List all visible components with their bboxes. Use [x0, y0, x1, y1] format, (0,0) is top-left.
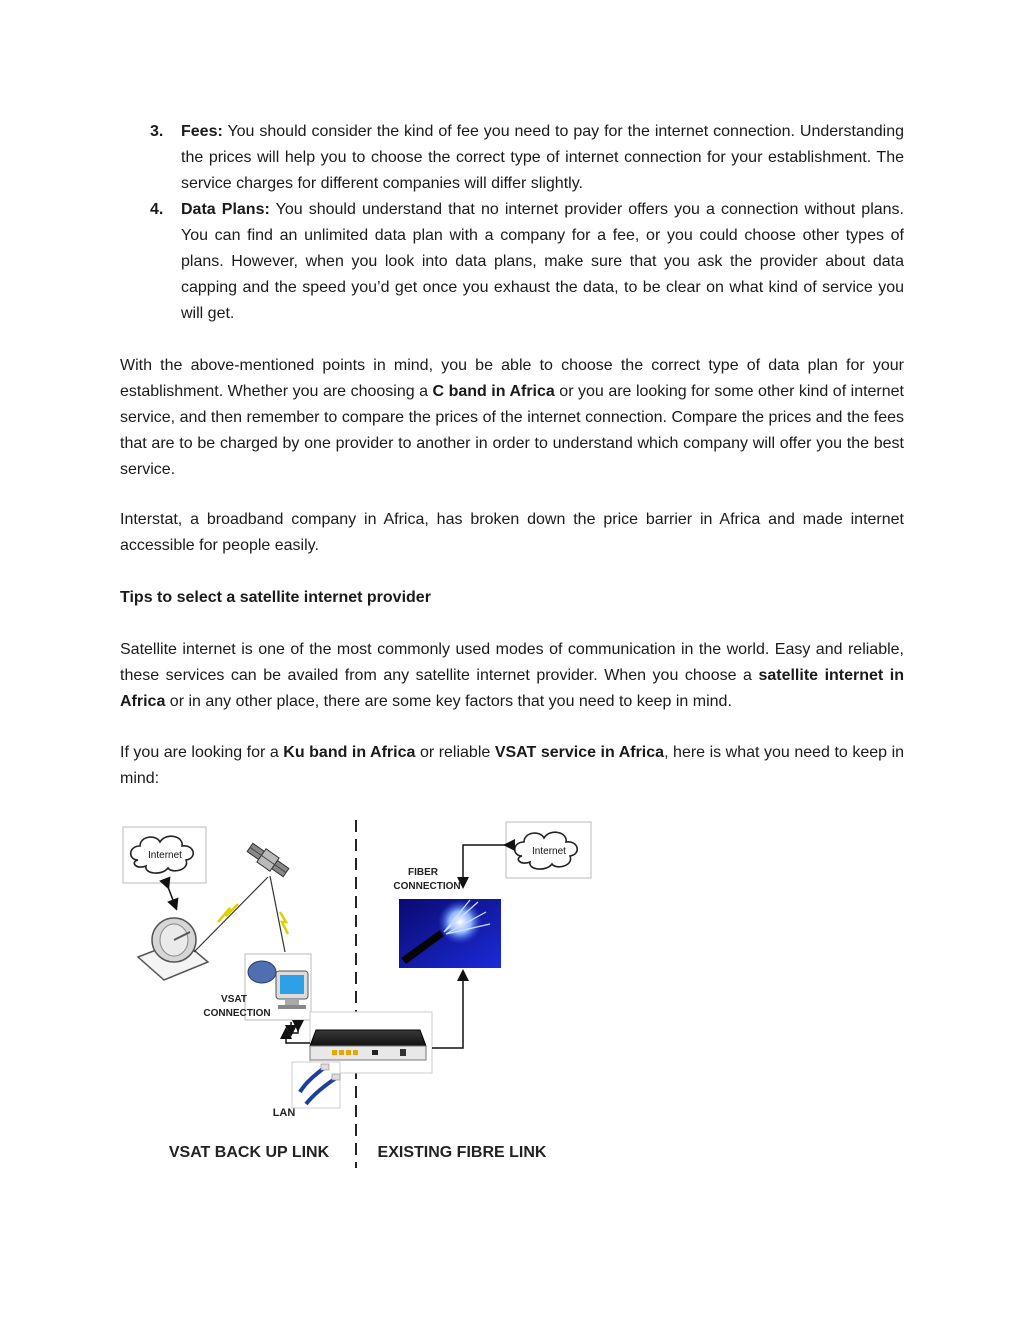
- paragraph-ku-band: [120, 740, 904, 792]
- keyword-satellite-internet: satellite internet in Africa: [120, 667, 904, 710]
- cloud-label-left: Internet: [148, 850, 182, 861]
- list-text: You should consider the kind of fee you need to pay for the internet connection. Understanding the prices will help you to choose the correct type of internet connection for your establishment. The service charges for different companies will differ slightly.: [181, 123, 904, 192]
- network-diagram: [110, 812, 610, 1177]
- cloud-label-right: Internet: [532, 846, 566, 857]
- text-span: With the above-mentioned points in mind, you be able to choose the correct type of data plan for your establishment. Whether you are choosing a: [120, 357, 904, 400]
- network-diagram-svg: [110, 812, 610, 1177]
- list-term: Data Plans:: [181, 201, 270, 218]
- vsat-backup-link-label: VSAT BACK UP LINK: [168, 1144, 330, 1161]
- existing-fibre-link-label: EXISTING FIBRE LINK: [377, 1144, 547, 1161]
- arrow-router-fiber: [432, 972, 463, 1048]
- list-text: You should understand that no internet provider offers you a connection without plans. You can find an unlimited data plan with a company for a fee, or you could choose other types of plans. However, when you look into data plans, make sure that you ask the provider about data capping and the speed you’d get once you exhaust the data, to be clear on what kind of service you will get.: [181, 201, 905, 322]
- text-span: , here is what you need to keep in mind:: [120, 744, 905, 787]
- list-item: [120, 197, 904, 327]
- paragraph-satellite: [120, 637, 904, 715]
- keyword-vsat-service: VSAT service in Africa: [494, 744, 665, 761]
- section-heading: Tips to select a satellite internet provider: [120, 589, 431, 606]
- list-term: Fees:: [181, 123, 223, 140]
- text-span: Satellite internet is one of the most commonly used modes of communication in the world. Easy and reliable, these services can be availed from any satellite internet provider. When you choose a: [120, 641, 904, 684]
- cloud-icon-right: [506, 822, 591, 878]
- text-span: or reliable: [415, 744, 495, 761]
- list-number: 3.: [150, 123, 164, 140]
- fiber-label-line1: FIBER: [408, 867, 438, 878]
- satellite-icon: [245, 841, 290, 879]
- list-item: [120, 119, 904, 197]
- fiber-label-line2: CONNECTION: [393, 881, 461, 892]
- arrow-cloud-fiber: [463, 845, 506, 886]
- text-span: or you are looking for some other kind of internet service, and then remember to compare the prices of the internet connection. Compare the prices and the fees that are to be charged by one provider to another in order to understand which company will offer you the best service.: [120, 383, 905, 478]
- fiber-optic-image: [399, 899, 501, 968]
- lan-cable-icon: [292, 1062, 340, 1108]
- paragraph-interstat: Interstat, a broadband company in Africa, has broken down the price barrier in Africa and made internet accessible for people easily.: [120, 511, 904, 554]
- link-dish-satellite: [194, 877, 268, 952]
- text-span: If you are looking for a: [120, 744, 284, 761]
- paragraph-data-plan: [120, 353, 904, 483]
- text-span: or in any other place, there are some key factors that you need to keep in mind.: [165, 693, 732, 710]
- vsat-label-line2: CONNECTION: [203, 1008, 271, 1019]
- arrow-cloud-dish: [168, 887, 176, 908]
- list-number: 4.: [150, 201, 164, 218]
- vsat-label-line1: VSAT: [221, 994, 247, 1005]
- lan-label: LAN: [272, 1107, 296, 1119]
- numbered-list: [120, 119, 904, 327]
- lightning-icon: [218, 904, 238, 922]
- keyword-c-band: C band in Africa: [432, 383, 555, 400]
- keyword-ku-band: Ku band in Africa: [283, 744, 416, 761]
- cloud-icon-left: [123, 827, 206, 883]
- link-satellite-computer: [270, 876, 285, 952]
